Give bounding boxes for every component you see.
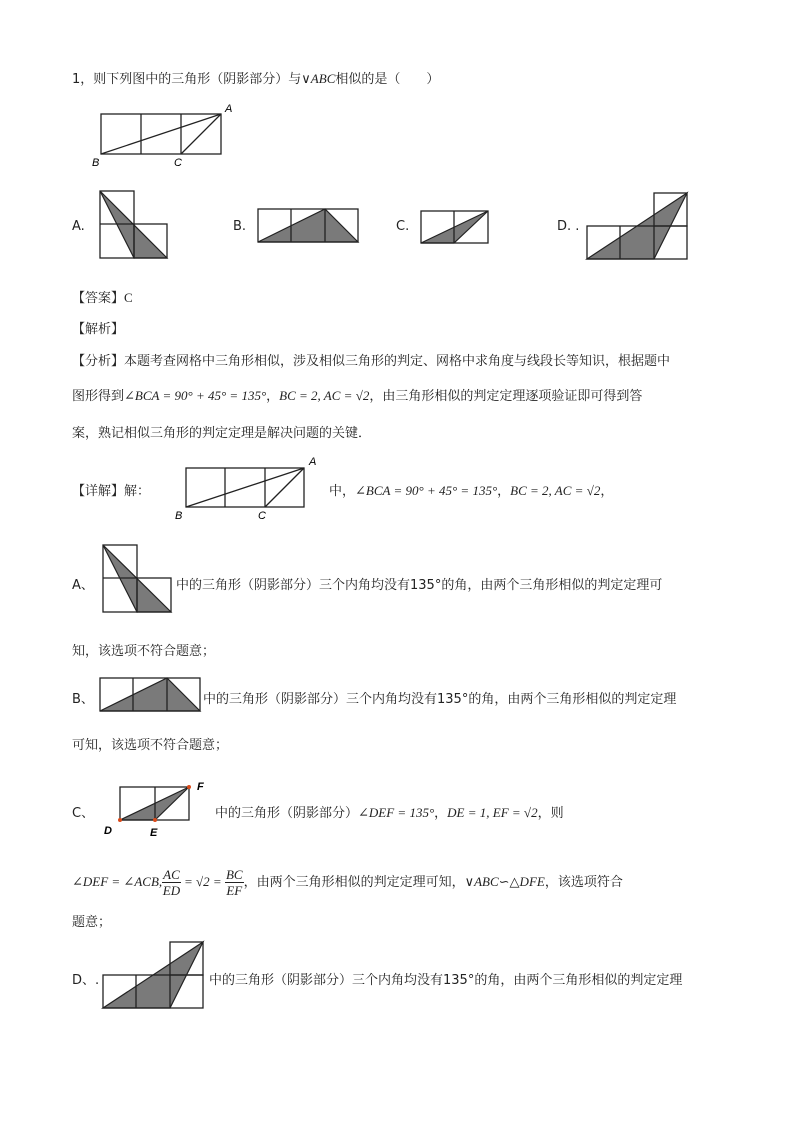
option-d-figure [586,192,690,262]
xiangjie-label-b: B [175,510,183,522]
question-text-before: ，则下列图中的三角形（阴影部分）与 [80,72,302,87]
fenxi-line-3: 案，熟记相似三角形的判定定理是解决问题的关键． [72,426,372,441]
answer-tag: 【答案】 [72,291,125,306]
xiangjie-lengths: BC = 2, AC = √2 [510,483,601,498]
xiangjie-figure [173,454,323,522]
point-f-dot [187,785,191,789]
detail-c-text-1b: ，则 [537,806,564,821]
detail-c-similar: ∨ABC∽△DFE [464,874,545,889]
xiangjie-mid: 中， [329,484,356,499]
fenxi-text-2a: 图形得到 [72,389,125,404]
detail-c-line-2 [72,860,623,905]
label-e: E [150,827,158,839]
answer-line [72,287,133,306]
frac-ac-ed [162,867,181,898]
frac-ef: EF [226,883,243,898]
label-a: A [225,103,233,115]
label-d: D [104,825,112,837]
detail-d-label: D、. [72,973,100,988]
detail-c-lengths: DE = 1, EF = √2 [447,805,538,820]
option-a-figure [99,190,169,260]
option-b-label: B. [233,219,247,234]
detail-c-angle: ∠DEF = 135° [358,805,435,820]
label-c: C [174,157,182,169]
question-number: 1 [72,72,81,87]
detail-c-sep: ， [434,806,448,821]
detail-a-line-1: 中的三角形（阴影部分）三个内角均没有135°的角，由两个三角形相似的判定定理可 [176,578,663,593]
figure-abc [90,100,240,170]
fenxi-text-1: 本题考查网格中三角形相似，涉及相似三角形的判定、网格中求角度与线段长等知识，根据题中 [124,354,671,369]
option-a-label: A. [72,219,85,234]
detail-c-line-1 [215,802,564,821]
fenxi-sep: ， [266,389,280,404]
question-abc: ∨ABC [301,71,336,86]
detail-a-figure [102,544,174,614]
frac-bc-ef [225,867,244,898]
option-c-figure [420,210,490,246]
detail-b-line-2: 可知，该选项不符合题意； [72,738,229,753]
option-c-label: C. [396,219,410,234]
frac-ed: ED [162,883,181,898]
xiangjie-end: ， [600,484,614,499]
fenxi-angle: ∠BCA = 90° + 45° = 135° [124,388,267,403]
xiangjie-sep: ， [497,484,511,499]
detail-b-figure [99,677,202,713]
detail-c-line-3: 题意； [72,915,112,930]
detail-b-line-1: 中的三角形（阴影部分）三个内角均没有135°的角，由两个三角形相似的判定定理 [203,692,677,707]
detail-d-figure [102,941,206,1011]
answer-value: C [124,290,133,305]
detail-d-line-1: 中的三角形（阴影部分）三个内角均没有135°的角，由两个三角形相似的判定定理 [209,973,683,988]
analysis-tag: 【解析】 [72,322,125,337]
detail-a-line-2: 知，该选项不符合题意； [72,644,216,659]
detail-b-label: B、 [72,692,94,707]
frac-ac: AC [163,867,180,882]
xiangjie-angle: ∠BCA = 90° + 45° = 135° [355,483,498,498]
detail-c-figure [100,778,212,838]
detail-c-label: C、 [72,806,95,821]
detail-c-text-2a: ，由两个三角形相似的判定定理可知， [243,875,465,890]
xiangjie-label-a: A [309,456,317,468]
label-b: B [92,157,100,169]
question-line [72,68,439,87]
point-d-dot [118,818,122,822]
fenxi-tag: 【分析】 [72,354,125,369]
fenxi-text-2b: ，由三角形相似的判定定理逐项验证即可得到答 [369,389,643,404]
detail-c-text-2b: ，该选项符合 [544,875,623,890]
fenxi-line-1 [72,350,670,369]
frac-bc: BC [225,867,243,882]
label-f: F [197,781,204,793]
question-text-after: 相似的是（ ） [335,72,440,87]
detail-a-label: A、 [72,578,94,593]
xiangjie-text [329,480,613,499]
xiangjie-label-c: C [258,510,266,522]
detail-c-text-1a: 中的三角形（阴影部分） [215,806,359,821]
xiangjie-tag: 【详解】解： [72,484,151,499]
point-e-dot [153,818,157,822]
fenxi-line-2 [72,385,642,404]
option-d-label: D. . [557,219,580,234]
fenxi-lengths: BC = 2, AC = √2 [279,388,370,403]
option-b-figure [257,208,360,244]
detail-c-eq-mid: = √2 = [180,874,225,889]
detail-c-eq-a: ∠DEF = ∠ACB, [72,874,163,889]
